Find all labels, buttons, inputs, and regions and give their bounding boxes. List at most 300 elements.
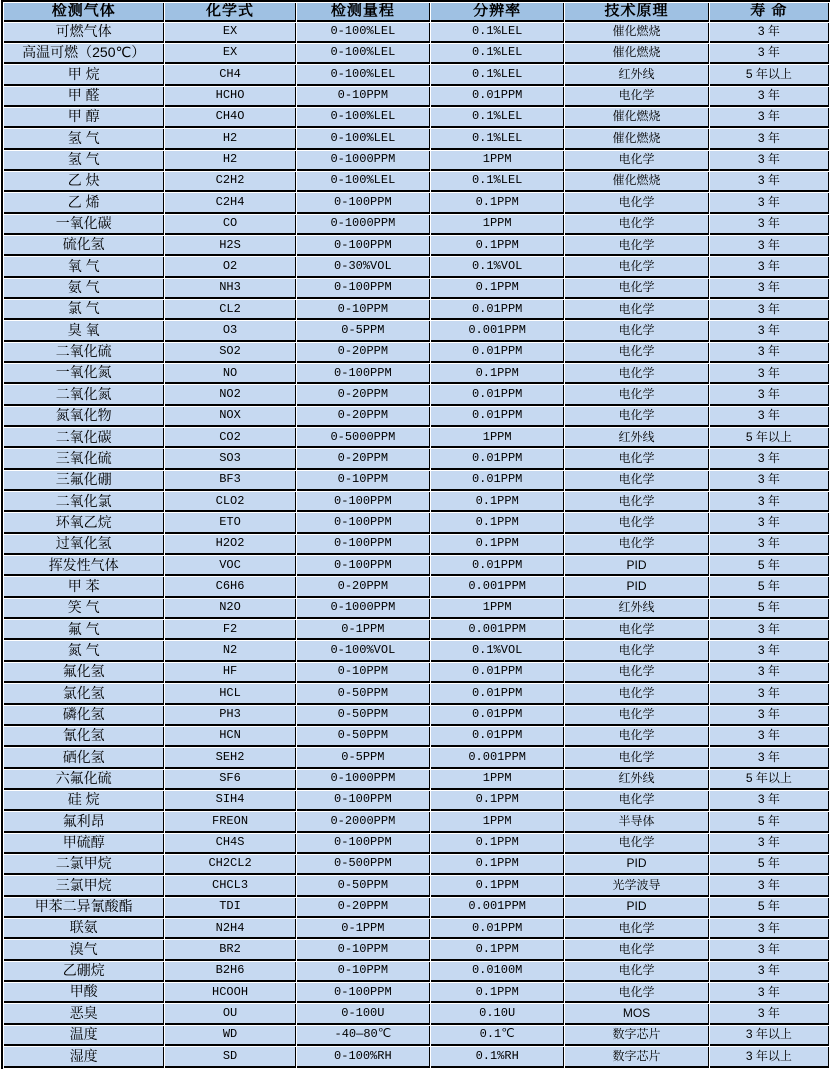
cell-lifespan: 3 年	[710, 471, 829, 491]
cell-detection-range: -40—80℃	[297, 1026, 430, 1046]
cell-resolution: 0.1%VOL	[431, 257, 564, 277]
cell-chemical-formula: HCOOH	[165, 983, 295, 1003]
cell-gas-name: 硅 烷	[4, 791, 164, 811]
table-row	[4, 855, 829, 875]
table-row	[4, 983, 829, 1003]
header-technology: 技术原理	[565, 3, 708, 22]
cell-lifespan: 3 年	[710, 385, 829, 405]
cell-technology: 电化学	[565, 407, 708, 427]
cell-technology: 光学波导	[565, 876, 708, 896]
cell-gas-name: 甲 醛	[4, 87, 164, 107]
cell-gas-name: 甲 醇	[4, 108, 164, 128]
cell-technology: 电化学	[565, 620, 708, 640]
table-row	[4, 257, 829, 277]
cell-chemical-formula: C2H4	[165, 193, 295, 213]
table-row	[4, 1047, 829, 1068]
cell-chemical-formula: VOC	[165, 556, 295, 576]
cell-lifespan: 5 年以上	[710, 770, 829, 790]
cell-lifespan: 3 年	[710, 791, 829, 811]
cell-detection-range: 0-50PPM	[297, 876, 430, 896]
cell-chemical-formula: H2O2	[165, 535, 295, 555]
cell-chemical-formula: PH3	[165, 706, 295, 726]
cell-detection-range: 0-100PPM	[297, 492, 430, 512]
cell-gas-name: 氯化氢	[4, 684, 164, 704]
cell-detection-range: 0-20PPM	[297, 898, 430, 918]
cell-detection-range: 0-20PPM	[297, 449, 430, 469]
cell-lifespan: 3 年	[710, 727, 829, 747]
cell-detection-range: 0-100PPM	[297, 556, 430, 576]
cell-detection-range: 0-1000PPM	[297, 215, 430, 235]
cell-lifespan: 3 年以上	[710, 1047, 829, 1068]
cell-gas-name: 恶臭	[4, 1004, 164, 1024]
cell-detection-range: 0-10PPM	[297, 663, 430, 683]
cell-technology: 红外线	[565, 599, 708, 619]
table-row	[4, 471, 829, 491]
cell-gas-name: 挥发性气体	[4, 556, 164, 576]
cell-resolution: 0.1PPM	[431, 236, 564, 256]
cell-detection-range: 0-20PPM	[297, 577, 430, 597]
cell-chemical-formula: EX	[165, 23, 295, 43]
cell-gas-name: 六氟化硫	[4, 770, 164, 790]
cell-detection-range: 0-50PPM	[297, 706, 430, 726]
cell-chemical-formula: ETO	[165, 513, 295, 533]
table-row	[4, 449, 829, 469]
cell-gas-name: 甲苯二异氰酸酯	[4, 898, 164, 918]
cell-gas-name: 可燃气体	[4, 23, 164, 43]
table-row	[4, 44, 829, 64]
cell-resolution: 0.01PPM	[431, 407, 564, 427]
cell-detection-range: 0-10PPM	[297, 962, 430, 982]
cell-resolution: 0.01PPM	[431, 471, 564, 491]
cell-resolution: 0.01PPM	[431, 663, 564, 683]
cell-chemical-formula: NO	[165, 364, 295, 384]
cell-resolution: 0.0100M	[431, 962, 564, 982]
cell-resolution: 1PPM	[431, 812, 564, 832]
cell-technology: 电化学	[565, 663, 708, 683]
table-row	[4, 706, 829, 726]
cell-detection-range: 0-100PPM	[297, 535, 430, 555]
cell-technology: 电化学	[565, 449, 708, 469]
cell-lifespan: 3 年	[710, 279, 829, 299]
header-detection-range: 检测量程	[297, 3, 430, 22]
cell-detection-range: 0-2000PPM	[297, 812, 430, 832]
cell-lifespan: 3 年	[710, 44, 829, 64]
cell-technology: 电化学	[565, 535, 708, 555]
cell-resolution: 0.01PPM	[431, 449, 564, 469]
cell-detection-range: 0-100%LEL	[297, 172, 430, 192]
table-row	[4, 748, 829, 768]
table-row	[4, 300, 829, 320]
header-resolution: 分辨率	[431, 3, 564, 22]
cell-technology: 电化学	[565, 983, 708, 1003]
cell-resolution: 0.1PPM	[431, 193, 564, 213]
table-row	[4, 23, 829, 43]
cell-technology: 催化燃烧	[565, 129, 708, 149]
cell-detection-range: 0-1000PPM	[297, 599, 430, 619]
gas-detection-spec-table	[1, 0, 830, 1069]
table-row	[4, 193, 829, 213]
cell-lifespan: 5 年以上	[710, 65, 829, 85]
cell-detection-range: 0-100PPM	[297, 236, 430, 256]
cell-technology: 催化燃烧	[565, 44, 708, 64]
cell-lifespan: 3 年	[710, 706, 829, 726]
cell-chemical-formula: N2O	[165, 599, 295, 619]
cell-chemical-formula: SEH2	[165, 748, 295, 768]
cell-resolution: 0.01PPM	[431, 87, 564, 107]
cell-gas-name: 硫化氢	[4, 236, 164, 256]
cell-detection-range: 0-100PPM	[297, 834, 430, 854]
cell-lifespan: 3 年	[710, 215, 829, 235]
table-row	[4, 641, 829, 661]
cell-chemical-formula: FREON	[165, 812, 295, 832]
cell-resolution: 0.01PPM	[431, 706, 564, 726]
cell-chemical-formula: EX	[165, 44, 295, 64]
cell-technology: 电化学	[565, 791, 708, 811]
cell-gas-name: 过氧化氢	[4, 535, 164, 555]
cell-technology: 电化学	[565, 706, 708, 726]
cell-technology: 电化学	[565, 492, 708, 512]
cell-lifespan: 3 年	[710, 172, 829, 192]
cell-chemical-formula: H2	[165, 129, 295, 149]
cell-resolution: 0.1PPM	[431, 791, 564, 811]
cell-gas-name: 溴气	[4, 940, 164, 960]
cell-chemical-formula: WD	[165, 1026, 295, 1046]
cell-chemical-formula: NH3	[165, 279, 295, 299]
table-row	[4, 834, 829, 854]
cell-detection-range: 0-100PPM	[297, 513, 430, 533]
cell-lifespan: 3 年	[710, 23, 829, 43]
cell-lifespan: 3 年	[710, 108, 829, 128]
table-row	[4, 535, 829, 555]
cell-detection-range: 0-100PPM	[297, 364, 430, 384]
cell-resolution: 0.01PPM	[431, 684, 564, 704]
table-row	[4, 108, 829, 128]
cell-gas-name: 二氧化氯	[4, 492, 164, 512]
cell-detection-range: 0-10PPM	[297, 300, 430, 320]
cell-lifespan: 3 年	[710, 684, 829, 704]
table-row	[4, 556, 829, 576]
cell-lifespan: 3 年	[710, 492, 829, 512]
cell-lifespan: 3 年	[710, 321, 829, 341]
cell-chemical-formula: HCL	[165, 684, 295, 704]
cell-gas-name: 联氨	[4, 919, 164, 939]
cell-technology: 电化学	[565, 151, 708, 171]
table-row	[4, 663, 829, 683]
cell-detection-range: 0-100PPM	[297, 193, 430, 213]
cell-lifespan: 3 年	[710, 1004, 829, 1024]
cell-technology: 电化学	[565, 834, 708, 854]
cell-lifespan: 3 年	[710, 257, 829, 277]
table-row	[4, 129, 829, 149]
cell-chemical-formula: C6H6	[165, 577, 295, 597]
cell-gas-name: 三氯甲烷	[4, 876, 164, 896]
cell-technology: PID	[565, 855, 708, 875]
cell-detection-range: 0-5000PPM	[297, 428, 430, 448]
table-row	[4, 428, 829, 448]
cell-gas-name: 三氧化硫	[4, 449, 164, 469]
cell-technology: 电化学	[565, 193, 708, 213]
cell-lifespan: 3 年	[710, 535, 829, 555]
cell-technology: 电化学	[565, 748, 708, 768]
cell-chemical-formula: BF3	[165, 471, 295, 491]
cell-resolution: 0.1%RH	[431, 1047, 564, 1068]
header-lifespan: 寿 命	[710, 3, 829, 22]
cell-resolution: 0.1PPM	[431, 983, 564, 1003]
table-row	[4, 770, 829, 790]
cell-technology: 电化学	[565, 940, 708, 960]
cell-resolution: 1PPM	[431, 599, 564, 619]
cell-detection-range: 0-1000PPM	[297, 151, 430, 171]
cell-technology: 电化学	[565, 727, 708, 747]
cell-resolution: 0.1%LEL	[431, 44, 564, 64]
cell-detection-range: 0-1PPM	[297, 919, 430, 939]
cell-resolution: 0.1PPM	[431, 364, 564, 384]
cell-resolution: 0.1PPM	[431, 940, 564, 960]
header-gas-name: 检测气体	[4, 3, 164, 22]
cell-chemical-formula: B2H6	[165, 962, 295, 982]
cell-gas-name: 二氧化硫	[4, 343, 164, 363]
header-chemical-formula: 化学式	[165, 3, 295, 22]
table-row	[4, 1026, 829, 1046]
cell-gas-name: 湿度	[4, 1047, 164, 1068]
cell-resolution: 0.1%LEL	[431, 129, 564, 149]
cell-technology: 电化学	[565, 471, 708, 491]
cell-technology: 电化学	[565, 279, 708, 299]
cell-detection-range: 0-100%RH	[297, 1047, 430, 1068]
cell-resolution: 0.1PPM	[431, 834, 564, 854]
cell-lifespan: 3 年	[710, 876, 829, 896]
cell-resolution: 0.01PPM	[431, 385, 564, 405]
cell-gas-name: 二氯甲烷	[4, 855, 164, 875]
cell-technology: 数字芯片	[565, 1047, 708, 1068]
cell-chemical-formula: NO2	[165, 385, 295, 405]
cell-lifespan: 5 年	[710, 556, 829, 576]
table-row	[4, 87, 829, 107]
cell-gas-name: 一氧化氮	[4, 364, 164, 384]
cell-gas-name: 臭 氧	[4, 321, 164, 341]
cell-resolution: 0.01PPM	[431, 300, 564, 320]
cell-detection-range: 0-5PPM	[297, 748, 430, 768]
cell-gas-name: 温度	[4, 1026, 164, 1046]
cell-technology: 电化学	[565, 641, 708, 661]
cell-detection-range: 0-10PPM	[297, 471, 430, 491]
cell-chemical-formula: CH4	[165, 65, 295, 85]
cell-resolution: 0.1PPM	[431, 855, 564, 875]
cell-technology: 电化学	[565, 300, 708, 320]
cell-lifespan: 3 年	[710, 343, 829, 363]
cell-chemical-formula: N2	[165, 641, 295, 661]
cell-lifespan: 5 年	[710, 812, 829, 832]
cell-gas-name: 乙 炔	[4, 172, 164, 192]
cell-chemical-formula: HF	[165, 663, 295, 683]
cell-detection-range: 0-5PPM	[297, 321, 430, 341]
cell-resolution: 0.1%LEL	[431, 172, 564, 192]
cell-gas-name: 环氧乙烷	[4, 513, 164, 533]
cell-resolution: 0.1℃	[431, 1026, 564, 1046]
cell-technology: 电化学	[565, 513, 708, 533]
cell-gas-name: 硒化氢	[4, 748, 164, 768]
table-row	[4, 321, 829, 341]
cell-chemical-formula: NOX	[165, 407, 295, 427]
cell-chemical-formula: H2S	[165, 236, 295, 256]
cell-technology: PID	[565, 898, 708, 918]
gas-table-body	[4, 23, 829, 1069]
cell-detection-range: 0-100PPM	[297, 791, 430, 811]
cell-lifespan: 3 年	[710, 940, 829, 960]
table-row	[4, 684, 829, 704]
header-row	[4, 3, 829, 22]
cell-lifespan: 5 年	[710, 898, 829, 918]
cell-detection-range: 0-100PPM	[297, 279, 430, 299]
cell-chemical-formula: CO	[165, 215, 295, 235]
cell-resolution: 0.001PPM	[431, 321, 564, 341]
cell-technology: 电化学	[565, 257, 708, 277]
cell-resolution: 1PPM	[431, 215, 564, 235]
table-row	[4, 876, 829, 896]
cell-chemical-formula: CL2	[165, 300, 295, 320]
cell-gas-name: 甲 苯	[4, 577, 164, 597]
cell-resolution: 0.1PPM	[431, 279, 564, 299]
table-row	[4, 919, 829, 939]
cell-chemical-formula: SF6	[165, 770, 295, 790]
cell-detection-range: 0-100%LEL	[297, 108, 430, 128]
cell-detection-range: 0-100%LEL	[297, 129, 430, 149]
table-row	[4, 791, 829, 811]
cell-gas-name: 甲 烷	[4, 65, 164, 85]
cell-detection-range: 0-10PPM	[297, 940, 430, 960]
cell-gas-name: 氮 气	[4, 641, 164, 661]
table-row	[4, 962, 829, 982]
cell-gas-name: 磷化氢	[4, 706, 164, 726]
cell-chemical-formula: SIH4	[165, 791, 295, 811]
cell-gas-name: 氟利昂	[4, 812, 164, 832]
cell-resolution: 1PPM	[431, 151, 564, 171]
table-row	[4, 343, 829, 363]
cell-gas-name: 乙 烯	[4, 193, 164, 213]
cell-resolution: 0.01PPM	[431, 343, 564, 363]
cell-lifespan: 3 年	[710, 87, 829, 107]
table-row	[4, 812, 829, 832]
cell-lifespan: 3 年	[710, 748, 829, 768]
cell-resolution: 0.1%LEL	[431, 23, 564, 43]
cell-gas-name: 氨 气	[4, 279, 164, 299]
cell-technology: 电化学	[565, 321, 708, 341]
cell-resolution: 0.1%LEL	[431, 108, 564, 128]
cell-chemical-formula: HCHO	[165, 87, 295, 107]
cell-chemical-formula: SO2	[165, 343, 295, 363]
cell-gas-name: 一氧化碳	[4, 215, 164, 235]
cell-resolution: 0.01PPM	[431, 727, 564, 747]
cell-gas-name: 氰化氢	[4, 727, 164, 747]
table-row	[4, 599, 829, 619]
cell-resolution: 0.1%LEL	[431, 65, 564, 85]
cell-gas-name: 氟化氢	[4, 663, 164, 683]
cell-detection-range: 0-500PPM	[297, 855, 430, 875]
cell-chemical-formula: SD	[165, 1047, 295, 1068]
cell-resolution: 1PPM	[431, 428, 564, 448]
cell-resolution: 0.1PPM	[431, 535, 564, 555]
cell-gas-name: 乙硼烷	[4, 962, 164, 982]
cell-gas-name: 甲硫醇	[4, 834, 164, 854]
cell-chemical-formula: SO3	[165, 449, 295, 469]
cell-chemical-formula: CH4S	[165, 834, 295, 854]
cell-resolution: 0.001PPM	[431, 620, 564, 640]
cell-lifespan: 3 年	[710, 151, 829, 171]
table-row	[4, 151, 829, 171]
cell-technology: 红外线	[565, 428, 708, 448]
cell-detection-range: 0-30%VOL	[297, 257, 430, 277]
cell-gas-name: 氮氧化物	[4, 407, 164, 427]
table-row	[4, 364, 829, 384]
table-row	[4, 236, 829, 256]
cell-lifespan: 3 年	[710, 513, 829, 533]
cell-technology: 数字芯片	[565, 1026, 708, 1046]
cell-chemical-formula: O2	[165, 257, 295, 277]
cell-gas-name: 氧 气	[4, 257, 164, 277]
cell-resolution: 0.01PPM	[431, 919, 564, 939]
cell-resolution: 0.1PPM	[431, 513, 564, 533]
table-row	[4, 577, 829, 597]
cell-technology: PID	[565, 556, 708, 576]
table-row	[4, 385, 829, 405]
cell-lifespan: 5 年以上	[710, 428, 829, 448]
cell-technology: 电化学	[565, 919, 708, 939]
cell-lifespan: 3 年	[710, 641, 829, 661]
cell-technology: 电化学	[565, 684, 708, 704]
table-row	[4, 172, 829, 192]
cell-lifespan: 3 年	[710, 620, 829, 640]
cell-detection-range: 0-20PPM	[297, 385, 430, 405]
cell-resolution: 0.001PPM	[431, 898, 564, 918]
cell-gas-name: 氟 气	[4, 620, 164, 640]
cell-lifespan: 3 年	[710, 834, 829, 854]
cell-detection-range: 0-20PPM	[297, 407, 430, 427]
cell-technology: MOS	[565, 1004, 708, 1024]
cell-detection-range: 0-100%LEL	[297, 65, 430, 85]
cell-chemical-formula: O3	[165, 321, 295, 341]
cell-resolution: 0.1PPM	[431, 876, 564, 896]
cell-detection-range: 0-100U	[297, 1004, 430, 1024]
cell-chemical-formula: CHCL3	[165, 876, 295, 896]
cell-gas-name: 二氧化氮	[4, 385, 164, 405]
cell-resolution: 0.01PPM	[431, 556, 564, 576]
cell-detection-range: 0-100%LEL	[297, 44, 430, 64]
cell-technology: 电化学	[565, 87, 708, 107]
cell-lifespan: 3 年	[710, 129, 829, 149]
cell-detection-range: 0-100%VOL	[297, 641, 430, 661]
cell-chemical-formula: F2	[165, 620, 295, 640]
cell-gas-name: 笑 气	[4, 599, 164, 619]
cell-resolution: 0.001PPM	[431, 748, 564, 768]
cell-lifespan: 3 年	[710, 983, 829, 1003]
cell-technology: 电化学	[565, 385, 708, 405]
cell-lifespan: 5 年	[710, 599, 829, 619]
cell-gas-name: 甲酸	[4, 983, 164, 1003]
cell-technology: 红外线	[565, 65, 708, 85]
table-header	[4, 3, 829, 22]
cell-gas-name: 三氟化硼	[4, 471, 164, 491]
cell-chemical-formula: CH4O	[165, 108, 295, 128]
cell-lifespan: 3 年	[710, 236, 829, 256]
cell-detection-range: 0-100%LEL	[297, 23, 430, 43]
table-row	[4, 407, 829, 427]
cell-detection-range: 0-50PPM	[297, 727, 430, 747]
cell-gas-name: 氢 气	[4, 129, 164, 149]
cell-lifespan: 3 年	[710, 449, 829, 469]
cell-gas-name: 二氧化碳	[4, 428, 164, 448]
cell-chemical-formula: C2H2	[165, 172, 295, 192]
cell-resolution: 0.10U	[431, 1004, 564, 1024]
